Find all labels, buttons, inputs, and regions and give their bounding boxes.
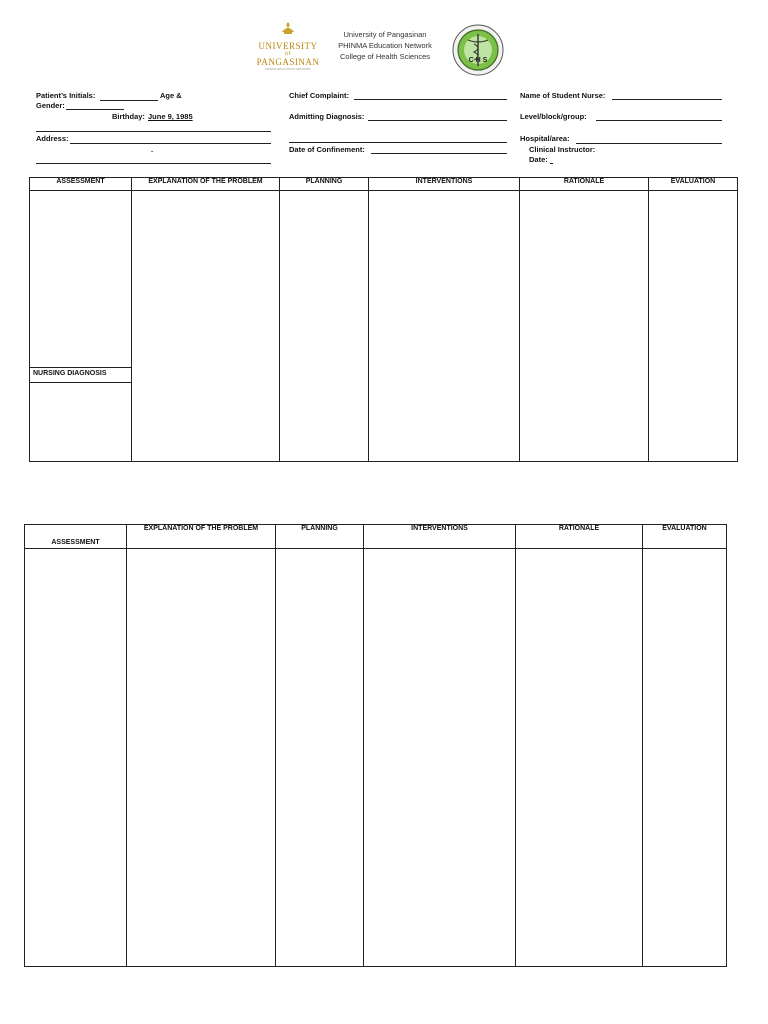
student-nurse-line[interactable] [612, 99, 722, 100]
table2-planning-cell[interactable] [276, 549, 364, 967]
table1-assessment-cell[interactable] [30, 191, 132, 462]
table1-interventions-cell[interactable] [369, 191, 520, 462]
address-dot: . [151, 145, 154, 154]
level-block-group-label: Level/block/group: [520, 112, 587, 121]
table1-header-explanation: EXPLANATION OF THE PROBLEM [132, 178, 280, 191]
table2-header-row [25, 525, 727, 549]
seal-text: C H S [468, 57, 488, 64]
chief-complaint-label: Chief Complaint: [289, 91, 349, 100]
logo-word-top: UNIVERSITY [258, 41, 318, 51]
table1-rationale-cell[interactable] [520, 191, 649, 462]
admitting-diagnosis-label: Admitting Diagnosis: [289, 112, 365, 121]
patient-initials-label: Patient’s Initials: [36, 91, 96, 100]
table1-planning-cell[interactable] [280, 191, 369, 462]
table1-evaluation-cell[interactable] [649, 191, 738, 462]
logo-tagline: PHINMA EDUCATION NETWORK [265, 67, 311, 71]
table1-header-evaluation: EVALUATION [649, 178, 738, 191]
address-label: Address: [36, 134, 69, 143]
gender-line[interactable] [66, 109, 124, 110]
care-plan-table-1 [29, 177, 738, 462]
blank-line-2[interactable] [289, 142, 507, 143]
clinical-instructor-label: Clinical Instructor: [529, 145, 596, 154]
caduceus-seal-icon [452, 24, 504, 76]
patient-initials-line[interactable] [100, 100, 158, 101]
care-plan-table-2 [24, 524, 727, 967]
address-line-1[interactable] [70, 143, 271, 144]
date-label: Date: [529, 155, 548, 164]
table2-header-interventions: INTERVENTIONS [364, 525, 516, 549]
level-block-group-line[interactable] [596, 120, 722, 121]
admitting-diagnosis-line[interactable] [368, 120, 507, 121]
table2-rationale-cell[interactable] [516, 549, 643, 967]
table1-explanation-cell[interactable] [132, 191, 280, 462]
address-line-2[interactable] [36, 163, 271, 164]
date-line[interactable] [550, 163, 553, 164]
table2-explanation-cell[interactable] [127, 549, 276, 967]
nursing-diagnosis-label: NURSING DIAGNOSIS [33, 370, 107, 377]
table1-header-assessment: ASSESSMENT [30, 178, 132, 191]
student-nurse-label: Name of Student Nurse: [520, 91, 606, 100]
table2-evaluation-cell[interactable] [643, 549, 727, 967]
header-line-1: University of Pangasinan [343, 30, 427, 39]
chs-seal [452, 24, 504, 76]
blank-line-1[interactable] [36, 131, 271, 132]
hospital-area-label: Hospital/area: [520, 134, 570, 143]
table1-header-interventions: INTERVENTIONS [369, 178, 520, 191]
gender-label: Gender: [36, 101, 65, 110]
logo-word-bottom: PANGASINAN [256, 57, 320, 67]
logo-word-of: of [285, 51, 291, 57]
hospital-area-line[interactable] [576, 143, 722, 144]
header-line-3: College of Health Sciences [339, 52, 431, 61]
header-text [332, 29, 438, 62]
birthday-label: Birthday: [112, 112, 145, 121]
birthday-value: June 9, 1985 [148, 112, 193, 121]
table2-header-explanation: EXPLANATION OF THE PROBLEM [127, 525, 276, 549]
table1-body-row [30, 191, 738, 462]
table2-header-planning: PLANNING [276, 525, 364, 549]
table2-header-evaluation: EVALUATION [643, 525, 727, 549]
age-label: Age & [160, 91, 182, 100]
table2-body-row [25, 549, 727, 967]
table2-assessment-cell[interactable] [25, 549, 127, 967]
date-of-confinement-line[interactable] [371, 153, 507, 154]
lamp-icon [278, 20, 298, 36]
table1-header-row [30, 178, 738, 191]
nursing-diagnosis-row [30, 367, 131, 383]
table1-header-rationale: RATIONALE [520, 178, 649, 191]
date-of-confinement-label: Date of Confinement: [289, 145, 365, 154]
header-line-2: PHINMA Education Network [338, 41, 432, 50]
table2-header-assessment: ASSESSMENT [25, 525, 127, 549]
chief-complaint-line[interactable] [354, 99, 507, 100]
university-logo [256, 20, 320, 74]
table2-interventions-cell[interactable] [364, 549, 516, 967]
table1-header-planning: PLANNING [280, 178, 369, 191]
table2-header-rationale: RATIONALE [516, 525, 643, 549]
